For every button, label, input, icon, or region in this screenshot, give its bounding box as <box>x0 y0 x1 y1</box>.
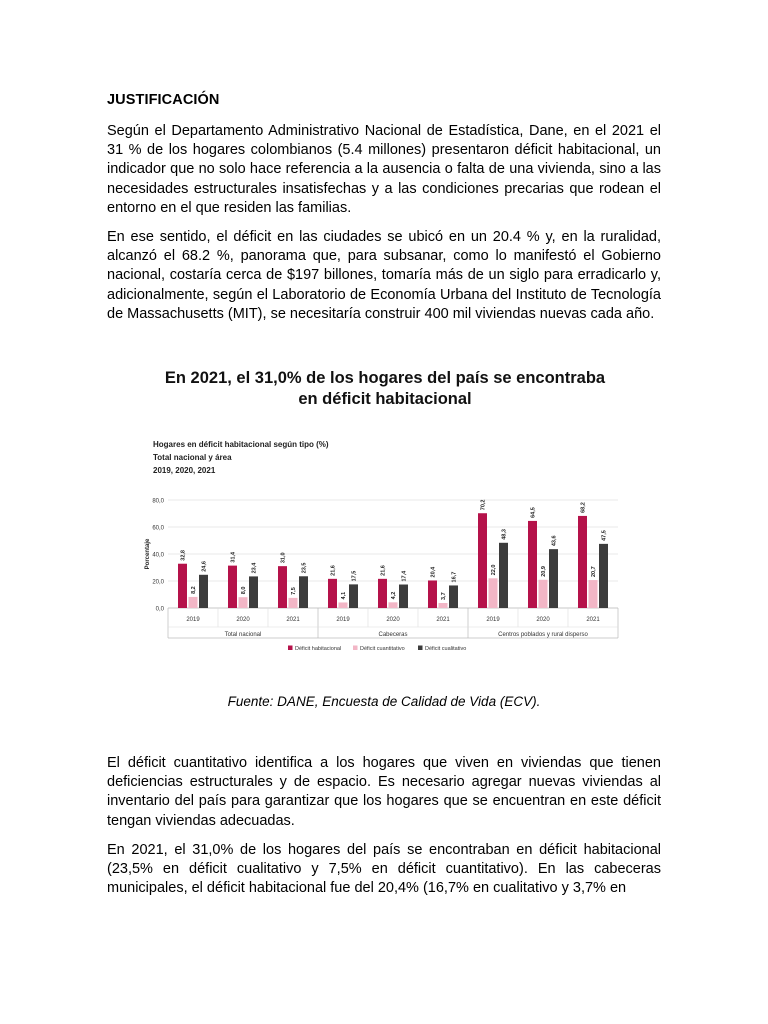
data-label: 8,0 <box>241 586 247 595</box>
legend-swatch <box>353 646 358 651</box>
group-label: Centros poblados y rural disperso <box>498 632 588 638</box>
bar <box>189 597 198 608</box>
bar <box>578 516 587 608</box>
paragraph-3: El déficit cuantitativo identifica a los hogares que viven en viviendas que tienen deficiencias estructurales y de espacio. Es necesario agregar nuevas viviendas al inventario del país para garantizar que los hogares que se encuentran en este déficit tengan viviendas adecuadas. <box>107 755 661 829</box>
y-tick-label: 20,0 <box>152 579 164 586</box>
group-label: Cabeceras <box>378 632 408 638</box>
chart-figure <box>140 368 630 668</box>
bar <box>239 597 248 608</box>
bar <box>289 598 298 608</box>
legend-swatch <box>288 646 293 651</box>
data-label: 68,2 <box>580 502 587 513</box>
data-label: 31,0 <box>280 552 287 564</box>
legend-swatch <box>418 646 423 651</box>
bar <box>328 579 337 608</box>
x-tick-label: 2021 <box>436 617 450 623</box>
data-label: 17,5 <box>351 570 358 582</box>
x-tick-label: 2020 <box>386 617 400 623</box>
paragraph-1: Según el Departamento Administrativo Nacional de Estadística, Dane, en el 2021 el 31 % de los hogares colombianos (5.4 millones) presentaron déficit habitacional, un indicador que no solo hace referencia a la ausencia o falta de una vivienda, sino a las necesidades estructurales insatisfechas y a las condiciones precarias que rodean el entorno en el que residen las familias. <box>107 123 661 216</box>
data-label: 31,4 <box>230 551 237 563</box>
data-label: 8,2 <box>191 586 197 594</box>
figure-title-line-2: en déficit habitacional <box>298 390 472 408</box>
data-label: 3,7 <box>441 592 447 601</box>
data-label: 24,6 <box>201 561 208 572</box>
y-axis-label: Porcentaje <box>145 538 151 570</box>
legend-label: Déficit cuantitativo <box>360 646 405 652</box>
x-tick-label: 2019 <box>336 617 350 623</box>
data-label: 23,5 <box>301 562 308 574</box>
chart-subtitle-line-3: 2019, 2020, 2021 <box>153 466 216 475</box>
bar <box>399 585 408 608</box>
chart-subtitle-line-2: Total nacional y área <box>153 453 232 462</box>
data-label: 48,3 <box>501 529 508 540</box>
bar <box>589 580 598 608</box>
x-tick-label: 2019 <box>186 617 200 623</box>
data-label: 32,8 <box>180 550 187 561</box>
data-label: 20,9 <box>541 566 547 577</box>
bar <box>178 564 187 608</box>
data-label: 4,2 <box>391 591 397 600</box>
x-tick-label: 2020 <box>236 617 250 623</box>
data-label: 21,6 <box>380 565 387 576</box>
bar <box>299 576 308 608</box>
deficit-bar-chart <box>140 430 630 720</box>
bar <box>199 575 208 608</box>
bar <box>228 566 237 608</box>
data-label: 22,0 <box>491 564 497 576</box>
bar <box>539 580 548 608</box>
bar <box>439 603 448 608</box>
bar <box>499 543 508 608</box>
data-label: 47,5 <box>601 530 608 541</box>
data-label: 70,2 <box>480 499 487 511</box>
x-tick-label: 2021 <box>286 617 300 623</box>
bar <box>339 602 348 608</box>
data-label: 20,7 <box>591 566 597 578</box>
bar <box>528 521 537 608</box>
data-label: 23,4 <box>251 562 258 574</box>
bar <box>349 584 358 608</box>
bar <box>378 579 387 608</box>
bar <box>599 544 608 608</box>
data-label: 16,7 <box>451 571 458 583</box>
bar <box>549 549 558 608</box>
legend-label: Déficit habitacional <box>295 646 342 652</box>
paragraph-4: En 2021, el 31,0% de los hogares del país se encontraban en déficit habitacional (23,5% en déficit cualitativo y 7,5% en déficit cuantitativo). En las cabeceras municipales, el déficit habitacional fue del 20,4% (16,7% en cualitativo y 3,7% en <box>107 842 661 897</box>
bar <box>389 602 398 608</box>
section-heading: JUSTIFICACIÓN <box>107 92 220 108</box>
data-label: 21,6 <box>330 565 337 576</box>
data-label: 43,6 <box>551 535 558 547</box>
data-label: 20,4 <box>430 566 437 578</box>
bar <box>278 566 287 608</box>
bar <box>478 513 487 608</box>
y-tick-label: 60,0 <box>152 525 164 532</box>
bar <box>489 578 498 608</box>
data-label: 4,1 <box>341 591 347 600</box>
bar <box>249 576 258 608</box>
paragraph-2: En ese sentido, el déficit en las ciudades se ubicó en un 20.4 % y, en la ruralidad, alcanzó el 68.2 %, panorama que, para subsanar, como lo manifestó el Gobierno nacional, costaría cerca de $197 billones, tomaría más de un siglo para erradicarlo y, adicionalmente, según el Laboratorio de Economía Urbana del Instituto de Tecnología de Massachusetts (MIT), se necesitaría construir 400 mil viviendas nuevas cada año. <box>107 229 661 322</box>
y-tick-label: 80,0 <box>152 498 164 505</box>
y-tick-label: 40,0 <box>152 552 164 559</box>
legend-label: Déficit cualitativo <box>425 646 467 652</box>
y-tick-label: 0,0 <box>155 606 164 613</box>
data-label: 17,4 <box>401 570 408 582</box>
bar <box>428 580 437 608</box>
x-tick-label: 2020 <box>536 617 550 623</box>
figure-title <box>140 368 630 410</box>
figure-title-line-1: En 2021, el 31,0% de los hogares del país se encontraba <box>164 369 606 387</box>
x-tick-label: 2019 <box>486 617 500 623</box>
group-label: Total nacional <box>224 632 262 638</box>
data-label: 7,5 <box>291 587 297 595</box>
figure-caption: Fuente: DANE, Encuesta de Calidad de Vida (ECV). <box>227 694 541 709</box>
chart-subtitle-line-1: Hogares en déficit habitacional según tipo (%) <box>153 440 329 449</box>
bar <box>449 585 458 608</box>
data-label: 64,5 <box>530 507 537 518</box>
x-tick-label: 2021 <box>586 617 600 623</box>
